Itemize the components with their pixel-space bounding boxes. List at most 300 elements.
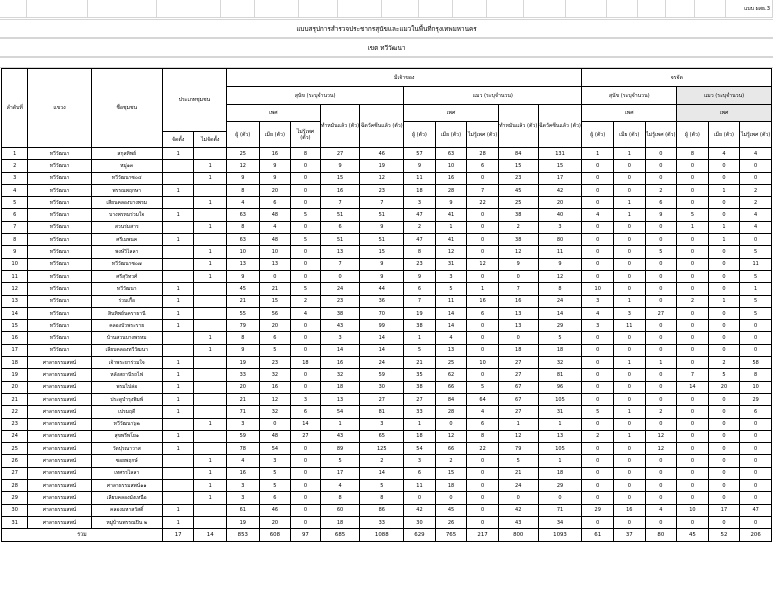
table-cell: 24 <box>498 480 538 492</box>
table-cell: 0 <box>708 467 740 479</box>
table-cell: 0 <box>614 221 646 233</box>
total-cell: 52 <box>708 529 740 542</box>
table-row <box>2 307 772 319</box>
table-cell: เลียบคลองทวีวัฒนา <box>91 344 162 356</box>
table-cell: 1 <box>740 283 772 295</box>
table-cell: 29 <box>538 480 582 492</box>
table-row <box>2 504 772 516</box>
table-cell: 62 <box>435 369 467 381</box>
table-cell: 16 <box>614 504 646 516</box>
table-cell: 5 <box>538 332 582 344</box>
header-stray: จรจัด <box>582 69 772 87</box>
table-cell: 0 <box>740 430 772 442</box>
table-cell: 51 <box>360 209 404 221</box>
table-cell: 0 <box>467 467 499 479</box>
table-cell: 3 <box>360 418 404 430</box>
table-cell: ศาลาธรรมสพน์ <box>28 357 91 369</box>
table-cell: 33 <box>404 406 436 418</box>
table-cell: 1 <box>614 295 646 307</box>
table-cell: 0 <box>740 320 772 332</box>
table-cell: 0 <box>291 516 321 528</box>
table-cell: 15 <box>259 295 291 307</box>
page-title: แบบสรุปการสำรวจประชากรสุนัขและแมวในพื้นที่กรุงเทพมหานคร <box>0 19 773 38</box>
table-cell: 0 <box>614 480 646 492</box>
table-cell: 21 <box>259 283 291 295</box>
table-row <box>2 418 772 430</box>
table-cell: 23 <box>360 184 404 196</box>
table-cell: 46 <box>259 504 291 516</box>
table-cell: 15 <box>2 320 28 332</box>
table-cell: 2 <box>677 295 709 307</box>
header-female: เมีย (ตัว) <box>614 122 646 148</box>
table-cell: 23 <box>2 418 28 430</box>
table-cell: 4 <box>740 221 772 233</box>
header-sterilized: ทำหมันแล้ว (ตัว) <box>320 105 360 148</box>
table-cell: 1 <box>614 209 646 221</box>
table-row <box>2 381 772 393</box>
table-cell <box>162 480 194 492</box>
table-cell: 3 <box>404 197 436 209</box>
table-cell: 11 <box>435 295 467 307</box>
table-cell: 36 <box>360 295 404 307</box>
table-cell: 20 <box>227 381 260 393</box>
table-cell: 8 <box>227 184 260 196</box>
table-cell: 0 <box>582 246 614 258</box>
table-cell: ทวีวัฒนา <box>28 258 91 270</box>
table-cell: 5 <box>291 234 321 246</box>
table-cell: 13 <box>320 246 360 258</box>
table-cell <box>194 148 227 160</box>
table-cell: 10 <box>227 246 260 258</box>
table-cell: 25 <box>498 197 538 209</box>
table-cell: 0 <box>291 381 321 393</box>
table-cell: 41 <box>435 209 467 221</box>
table-cell: 63 <box>227 234 260 246</box>
table-cell: 12 <box>360 172 404 184</box>
table-cell: 1 <box>404 332 436 344</box>
table-cell: 84 <box>498 148 538 160</box>
table-cell: 0 <box>291 160 321 172</box>
table-cell: 1 <box>162 295 194 307</box>
table-cell: ศาลาธรรมสพน์ <box>28 418 91 430</box>
table-cell: 31 <box>435 258 467 270</box>
table-cell: 0 <box>740 492 772 504</box>
table-cell: ทวีวัฒนา <box>28 184 91 196</box>
table-cell: 0 <box>677 320 709 332</box>
table-cell: 0 <box>645 418 677 430</box>
table-cell <box>194 504 227 516</box>
table-cell: 1 <box>162 234 194 246</box>
table-cell: 8 <box>320 492 360 504</box>
table-cell: 0 <box>614 332 646 344</box>
table-cell: 45 <box>435 504 467 516</box>
table-cell: 9 <box>404 270 436 282</box>
table-cell: 0 <box>582 381 614 393</box>
table-cell: 20 <box>259 184 291 196</box>
table-cell: 0 <box>467 504 499 516</box>
table-cell: 0 <box>291 270 321 282</box>
table-cell: 0 <box>708 197 740 209</box>
header-unknown: ไม่รู้เพศ (ตัว) <box>291 122 321 148</box>
table-cell: 61 <box>227 504 260 516</box>
table-cell: 1 <box>708 295 740 307</box>
table-cell: 2 <box>740 197 772 209</box>
table-cell: 0 <box>645 516 677 528</box>
table-cell: 0 <box>645 270 677 282</box>
table-cell: 0 <box>614 283 646 295</box>
table-cell: 2 <box>2 160 28 172</box>
table-cell: 9 <box>538 258 582 270</box>
table-cell: 0 <box>291 246 321 258</box>
table-cell: 67 <box>498 381 538 393</box>
table-cell <box>194 283 227 295</box>
table-cell: 70 <box>360 307 404 319</box>
table-cell: 47 <box>404 209 436 221</box>
table-cell: 47 <box>404 234 436 246</box>
total-cell: 80 <box>645 529 677 542</box>
table-cell: 16 <box>227 467 260 479</box>
table-row <box>2 234 772 246</box>
table-cell: 0 <box>645 455 677 467</box>
table-cell: 0 <box>645 283 677 295</box>
table-cell: 9 <box>360 221 404 233</box>
table-cell: 6 <box>2 209 28 221</box>
table-cell: ศาลาธรรมสพน์ <box>28 504 91 516</box>
table-cell: 0 <box>677 283 709 295</box>
table-cell: 18 <box>435 480 467 492</box>
table-cell: 0 <box>645 332 677 344</box>
table-cell: 0 <box>467 455 499 467</box>
table-cell: 0 <box>614 516 646 528</box>
table-cell: 0 <box>291 480 321 492</box>
table-cell: 32 <box>320 369 360 381</box>
table-row <box>2 492 772 504</box>
table-cell: 18 <box>404 430 436 442</box>
table-cell: 6 <box>320 221 360 233</box>
table-cell <box>162 221 194 233</box>
table-cell: 0 <box>582 197 614 209</box>
table-cell: 1 <box>162 406 194 418</box>
table-cell: 13 <box>259 258 291 270</box>
table-cell: 10 <box>740 381 772 393</box>
table-cell: ทวีวัฒนา <box>28 283 91 295</box>
table-cell: 4 <box>291 307 321 319</box>
table-cell: 12 <box>498 430 538 442</box>
table-cell: 7 <box>404 295 436 307</box>
table-cell: 1 <box>162 148 194 160</box>
table-row <box>2 270 772 282</box>
table-cell: 0 <box>435 492 467 504</box>
table-cell: 0 <box>645 295 677 307</box>
table-cell: 1 <box>614 406 646 418</box>
table-cell: 20 <box>2 381 28 393</box>
table-cell: 0 <box>708 270 740 282</box>
table-cell: 1 <box>194 246 227 258</box>
table-cell: 43 <box>498 516 538 528</box>
table-cell: เปรมฤดี <box>91 406 162 418</box>
table-cell: 79 <box>227 320 260 332</box>
table-cell: 57 <box>404 148 436 160</box>
table-cell: 15 <box>498 160 538 172</box>
table-cell: 0 <box>677 197 709 209</box>
table-cell: 9 <box>435 197 467 209</box>
table-cell: 30 <box>360 381 404 393</box>
table-cell: 27 <box>360 393 404 405</box>
table-cell: 45 <box>498 184 538 196</box>
total-cell: 685 <box>320 529 360 542</box>
header-vaccinated: ฉีดวัคซีนแล้ว (ตัว) <box>538 105 582 148</box>
table-cell: พรรณพฤกษา <box>91 184 162 196</box>
table-cell: 16 <box>435 172 467 184</box>
table-row <box>2 184 772 196</box>
table-cell: 19 <box>404 307 436 319</box>
table-cell <box>194 430 227 442</box>
table-cell: 1 <box>194 418 227 430</box>
table-cell: ศาลาธรรมสพน์ <box>28 467 91 479</box>
table-cell: 0 <box>677 184 709 196</box>
table-cell: 12 <box>435 246 467 258</box>
table-cell: 1 <box>194 160 227 172</box>
table-cell: 81 <box>538 369 582 381</box>
table-cell: วัดปุรณาวาส <box>91 443 162 455</box>
table-cell: 2 <box>582 430 614 442</box>
table-cell: ทวีวัฒนา <box>28 172 91 184</box>
table-cell: 5 <box>259 480 291 492</box>
table-cell: 1 <box>162 381 194 393</box>
table-cell: ทวีวัฒนา <box>91 283 162 295</box>
table-cell: 0 <box>291 504 321 516</box>
table-cell <box>194 307 227 319</box>
table-cell: 48 <box>259 234 291 246</box>
table-cell: 0 <box>582 258 614 270</box>
table-cell: ศาลาธรรมสพน์ <box>28 430 91 442</box>
table-cell <box>194 369 227 381</box>
table-cell: 29 <box>582 504 614 516</box>
table-cell: 23 <box>320 295 360 307</box>
total-cell: 14 <box>194 529 227 542</box>
table-cell: 67 <box>498 393 538 405</box>
table-cell: 1 <box>194 492 227 504</box>
table-cell: 44 <box>360 283 404 295</box>
table-cell: 0 <box>582 270 614 282</box>
table-cell: 21 <box>227 295 260 307</box>
table-cell: 8 <box>227 221 260 233</box>
total-cell: 17 <box>162 529 194 542</box>
table-cell: 1 <box>162 504 194 516</box>
header-unknown: ไม่รู้เพศ (ตัว) <box>467 122 499 148</box>
table-cell: คลองมหาสวัสดิ์ <box>91 504 162 516</box>
table-cell: 0 <box>582 234 614 246</box>
table-cell: 1 <box>162 209 194 221</box>
table-cell: 0 <box>291 467 321 479</box>
top-empty-grid-row <box>0 0 773 19</box>
table-cell: 40 <box>538 209 582 221</box>
table-cell: 0 <box>614 344 646 356</box>
table-cell: 7 <box>320 197 360 209</box>
table-cell: 0 <box>614 418 646 430</box>
table-cell: 31 <box>2 516 28 528</box>
table-cell: 9 <box>498 258 538 270</box>
table-cell: 59 <box>227 430 260 442</box>
table-cell: 0 <box>614 160 646 172</box>
table-cell: 1 <box>162 283 194 295</box>
table-cell: 22 <box>467 197 499 209</box>
table-cell: 0 <box>614 443 646 455</box>
table-cell: 0 <box>677 455 709 467</box>
table-cell: 10 <box>435 160 467 172</box>
table-cell: 8 <box>677 148 709 160</box>
table-cell: 3 <box>227 418 260 430</box>
table-cell: 11 <box>404 172 436 184</box>
table-cell: 0 <box>740 480 772 492</box>
total-cell: 608 <box>259 529 291 542</box>
table-cell: 3 <box>227 492 260 504</box>
table-cell: 11 <box>2 270 28 282</box>
table-cell: 15 <box>320 172 360 184</box>
table-cell: 3 <box>2 172 28 184</box>
table-cell: 0 <box>259 418 291 430</box>
header-sex: เพศ <box>582 105 677 122</box>
header-sex: เพศ <box>677 105 772 122</box>
table-cell: 0 <box>645 320 677 332</box>
table-cell: 5 <box>291 209 321 221</box>
table-cell: 2 <box>498 221 538 233</box>
table-row <box>2 357 772 369</box>
table-cell: 13 <box>498 320 538 332</box>
table-cell: ศาลาธรรมสพน์ <box>28 492 91 504</box>
table-cell: 19 <box>360 160 404 172</box>
table-cell: 0 <box>291 221 321 233</box>
table-cell: ทวีวัฒนา <box>28 148 91 160</box>
table-cell: 11 <box>614 320 646 332</box>
table-cell: 8 <box>2 234 28 246</box>
table-row <box>2 443 772 455</box>
table-cell: 0 <box>582 184 614 196</box>
table-cell: 23 <box>498 172 538 184</box>
table-cell: ทวีวัฒนา <box>28 197 91 209</box>
table-row <box>2 393 772 405</box>
table-cell: 6 <box>740 406 772 418</box>
table-cell: 3 <box>259 455 291 467</box>
table-row <box>2 258 772 270</box>
table-cell: 1 <box>614 197 646 209</box>
table-cell <box>162 418 194 430</box>
table-cell: 0 <box>708 430 740 442</box>
table-cell: 29 <box>2 492 28 504</box>
table-cell: 0 <box>708 209 740 221</box>
form-code: แบบ ผสธ.3 <box>744 6 770 12</box>
table-cell: 1 <box>498 418 538 430</box>
table-cell: สินทิพย์นคราธานี <box>91 307 162 319</box>
table-cell: 0 <box>467 234 499 246</box>
table-cell: 0 <box>259 270 291 282</box>
table-cell: 13 <box>227 258 260 270</box>
table-cell: 1 <box>614 357 646 369</box>
table-cell: ทวีวัฒนาซ๐๔ <box>91 172 162 184</box>
table-cell: 6 <box>467 160 499 172</box>
table-cell: 65 <box>360 430 404 442</box>
table-cell: 1 <box>614 430 646 442</box>
table-cell: 0 <box>467 246 499 258</box>
table-cell: 29 <box>538 320 582 332</box>
table-cell: 22 <box>467 443 499 455</box>
table-cell: สกุลทิพย์ <box>91 148 162 160</box>
table-cell: 96 <box>538 381 582 393</box>
table-cell <box>194 516 227 528</box>
table-cell: 15 <box>538 160 582 172</box>
table-cell: 32 <box>538 357 582 369</box>
table-cell: 27 <box>2 467 28 479</box>
table-cell <box>194 357 227 369</box>
table-cell: 23 <box>259 357 291 369</box>
header-owned: มีเจ้าของ <box>227 69 582 87</box>
table-cell: 0 <box>291 258 321 270</box>
table-cell: 81 <box>360 406 404 418</box>
table-cell: 14 <box>677 381 709 393</box>
table-cell <box>194 381 227 393</box>
table-cell: 66 <box>435 443 467 455</box>
table-cell: 0 <box>582 357 614 369</box>
table-cell: 0 <box>645 492 677 504</box>
table-cell: 14 <box>360 467 404 479</box>
total-cell: 97 <box>291 529 321 542</box>
table-cell: 0 <box>582 467 614 479</box>
table-cell: ทวีวัฒนา <box>28 307 91 319</box>
total-cell: 206 <box>740 529 772 542</box>
table-cell: 45 <box>227 283 260 295</box>
table-cell: ทวีวัฒนา <box>28 160 91 172</box>
table-cell: 0 <box>291 443 321 455</box>
table-cell: 6 <box>259 332 291 344</box>
table-cell: 0 <box>614 381 646 393</box>
table-cell: 54 <box>259 443 291 455</box>
table-cell: 2 <box>435 455 467 467</box>
total-cell: 765 <box>435 529 467 542</box>
table-cell: 0 <box>291 172 321 184</box>
table-cell: 0 <box>708 283 740 295</box>
total-cell: 37 <box>614 529 646 542</box>
table-cell: 4 <box>582 307 614 319</box>
table-cell: ทวีวัฒนา <box>28 246 91 258</box>
table-cell: 1 <box>645 357 677 369</box>
table-cell: 12 <box>467 258 499 270</box>
header-female: เมีย (ตัว) <box>259 122 291 148</box>
table-cell: 1 <box>320 418 360 430</box>
table-cell: 12 <box>498 246 538 258</box>
table-cell: 4 <box>227 197 260 209</box>
table-cell: 0 <box>582 369 614 381</box>
table-cell: 0 <box>467 344 499 356</box>
table-cell: 0 <box>677 344 709 356</box>
table-cell: 0 <box>467 172 499 184</box>
table-cell: 26 <box>435 516 467 528</box>
table-cell: 86 <box>360 504 404 516</box>
table-cell: 0 <box>677 516 709 528</box>
table-cell: 78 <box>227 443 260 455</box>
table-cell: บ้านสวนบางพรหม <box>91 332 162 344</box>
table-cell: 7 <box>360 197 404 209</box>
table-cell: 0 <box>708 320 740 332</box>
table-cell: 0 <box>582 492 614 504</box>
table-cell: 0 <box>677 393 709 405</box>
table-cell: 131 <box>538 148 582 160</box>
table-cell: 14 <box>435 307 467 319</box>
header-male: ผู้ (ตัว) <box>227 122 260 148</box>
table-cell: 0 <box>708 307 740 319</box>
header-khwaeng: แขวง <box>28 69 91 148</box>
table-cell: 1 <box>708 184 740 196</box>
table-cell: 9 <box>645 209 677 221</box>
